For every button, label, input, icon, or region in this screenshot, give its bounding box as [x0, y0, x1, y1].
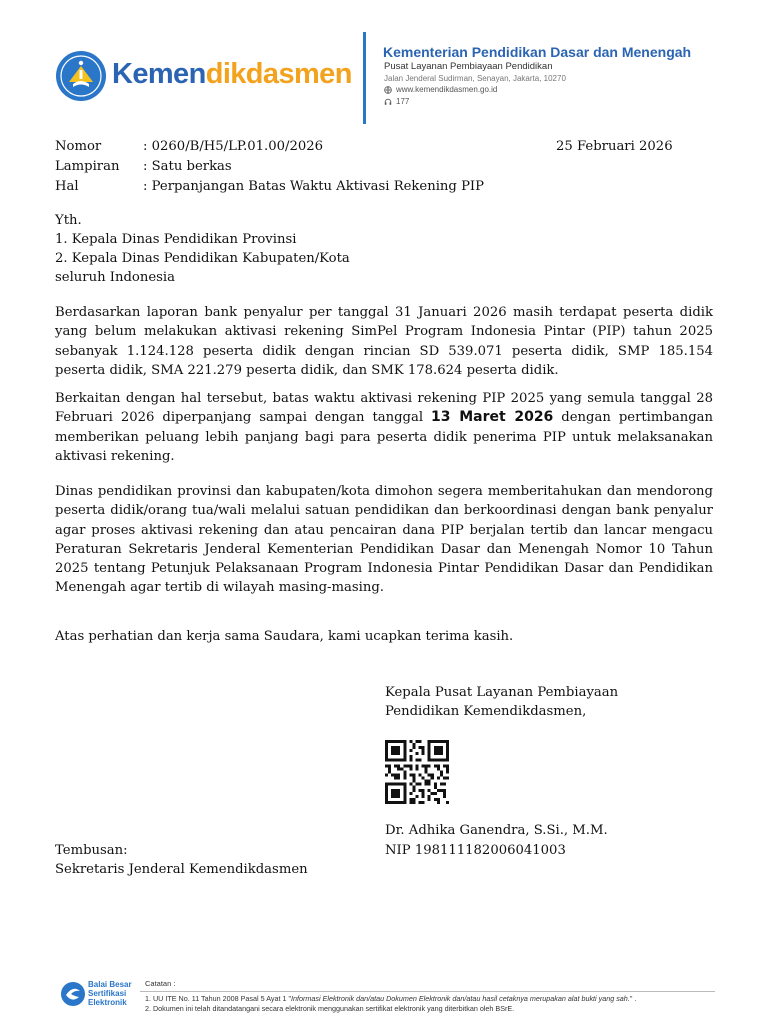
signatory-nip: NIP 198111182006041003 — [385, 843, 566, 858]
qr-code-icon — [385, 740, 449, 804]
signatory-name: Dr. Adhika Ganendra, S.Si., M.M. — [385, 823, 608, 838]
lampiran-label: Lampiran — [55, 159, 120, 174]
new-deadline: 13 Maret 2026 — [431, 409, 554, 426]
website-link[interactable]: www.kemendikdasmen.go.id — [396, 85, 498, 94]
recipient-line-2: 2. Kepala Dinas Pendidikan Kabupaten/Kota — [55, 251, 350, 266]
kemendikdasmen-wordmark: Kemendikdasmen — [112, 58, 352, 90]
lampiran-value: : Satu berkas — [143, 159, 232, 174]
headset-icon — [384, 98, 392, 106]
bsre-line-1: Balai Besar — [88, 980, 132, 989]
paragraph-1: Berdasarkan laporan bank penyalur per tanggal 31 Januari 2026 masih terdapat peserta didik yang belum melakukan aktivasi rekening SimPel Program Indonesia Pintar (PIP) tahun 2025 sebanyak 1.124.128 peserta didik dengan rincian SD 539.071 peserta didik, SMP 185.154 peserta didik, SMA 221.279 peserta didik, dan SMK 178.624 peserta didik. — [55, 305, 713, 378]
address: Jalan Jenderal Sudirman, Senayan, Jakarta, 10270 — [384, 74, 566, 83]
letter-date: 25 Februari 2026 — [556, 139, 673, 154]
nomor-label: Nomor — [55, 139, 102, 154]
website-row — [384, 85, 497, 94]
note-1-end: " . — [629, 994, 637, 1003]
paragraph-2-text-end: dengan pertimbangan memberikan peluang lebih panjang bagi para peserta didik penerima PIP untuk melaksanakan aktivasi rekening. — [55, 410, 713, 464]
note-2: 2. Dokumen ini telah ditandatangani secara elektronik menggunakan sertifikat elektronik yang diterbitkan oleh BSrE. — [145, 1004, 515, 1013]
phone-row — [384, 97, 409, 106]
unit-name: Pusat Layanan Pembiayaan Pendidikan — [384, 61, 553, 72]
bsre-line-2: Sertifikasi — [88, 989, 127, 998]
ministry-name: Kementerian Pendidikan Dasar dan Menengah — [383, 44, 692, 60]
hal-label: Hal — [55, 179, 79, 194]
nomor-value: : 0260/B/H5/LP.01.00/2026 — [143, 139, 324, 154]
signatory-title-1: Kepala Pusat Layanan Pembiayaan — [385, 685, 619, 700]
notes-title: Catatan : — [145, 979, 176, 988]
recipient-line-1: 1. Kepala Dinas Pendidikan Provinsi — [55, 232, 297, 247]
paragraph-3: Dinas pendidikan provinsi dan kabupaten/kota dimohon segera memberitahukan dan mendorong peserta didik/orang tua/wali melalui satuan pendidikan dan berkoordinasi dengan bank penyalur agar proses aktivasi rekening dan atau pencairan dana PIP berjalan tertib dan lancar mengacu Peraturan Sekretaris Jenderal Kementerian Pendidikan Dasar dan Menengah Nomor 10 Tahun 2025 tentang Petunjuk Pelaksanaan Program Indonesia Pintar Pendidikan Dasar dan Pendidikan Menengah agar tertib di wilayah masing-masing. — [55, 484, 713, 596]
signatory-title-2: Pendidikan Kemendikdasmen, — [385, 704, 587, 719]
globe-icon — [384, 86, 392, 94]
note-1 — [145, 994, 636, 1003]
letterhead-divider — [363, 32, 366, 124]
note-1-quote: Informasi Elektronik dan/atau Dokumen Elektronik dan/atau hasil cetaknya merupakan alat bukti yang sah. — [291, 994, 630, 1003]
cc-item: Sekretaris Jenderal Kemendikdasmen — [55, 862, 308, 877]
paragraph-2 — [55, 389, 713, 466]
phone-number: 177 — [396, 97, 410, 106]
hal-value: : Perpanjangan Batas Waktu Aktivasi Rekening PIP — [143, 179, 485, 194]
note-1-text: 1. UU ITE No. 11 Tahun 2008 Pasal 5 Ayat 1 " — [145, 994, 291, 1003]
bsre-line-3: Elektronik — [88, 998, 127, 1007]
salutation: Yth. — [55, 213, 82, 228]
cc-label: Tembusan: — [55, 843, 128, 858]
bsre-logo-icon — [60, 981, 86, 1007]
notes-divider — [140, 991, 715, 992]
paragraph-2-text: Berkaitan dengan hal tersebut, batas waktu aktivasi rekening PIP 2025 yang semula tanggal 28 Februari 2026 diperpanjang sampai dengan tanggal — [55, 391, 713, 426]
paragraph-4: Atas perhatian dan kerja sama Saudara, kami ucapkan terima kasih. — [55, 629, 514, 644]
kemendikdasmen-emblem-icon — [55, 50, 107, 102]
bsre-name — [88, 980, 132, 1007]
recipient-line-3: seluruh Indonesia — [55, 270, 175, 285]
